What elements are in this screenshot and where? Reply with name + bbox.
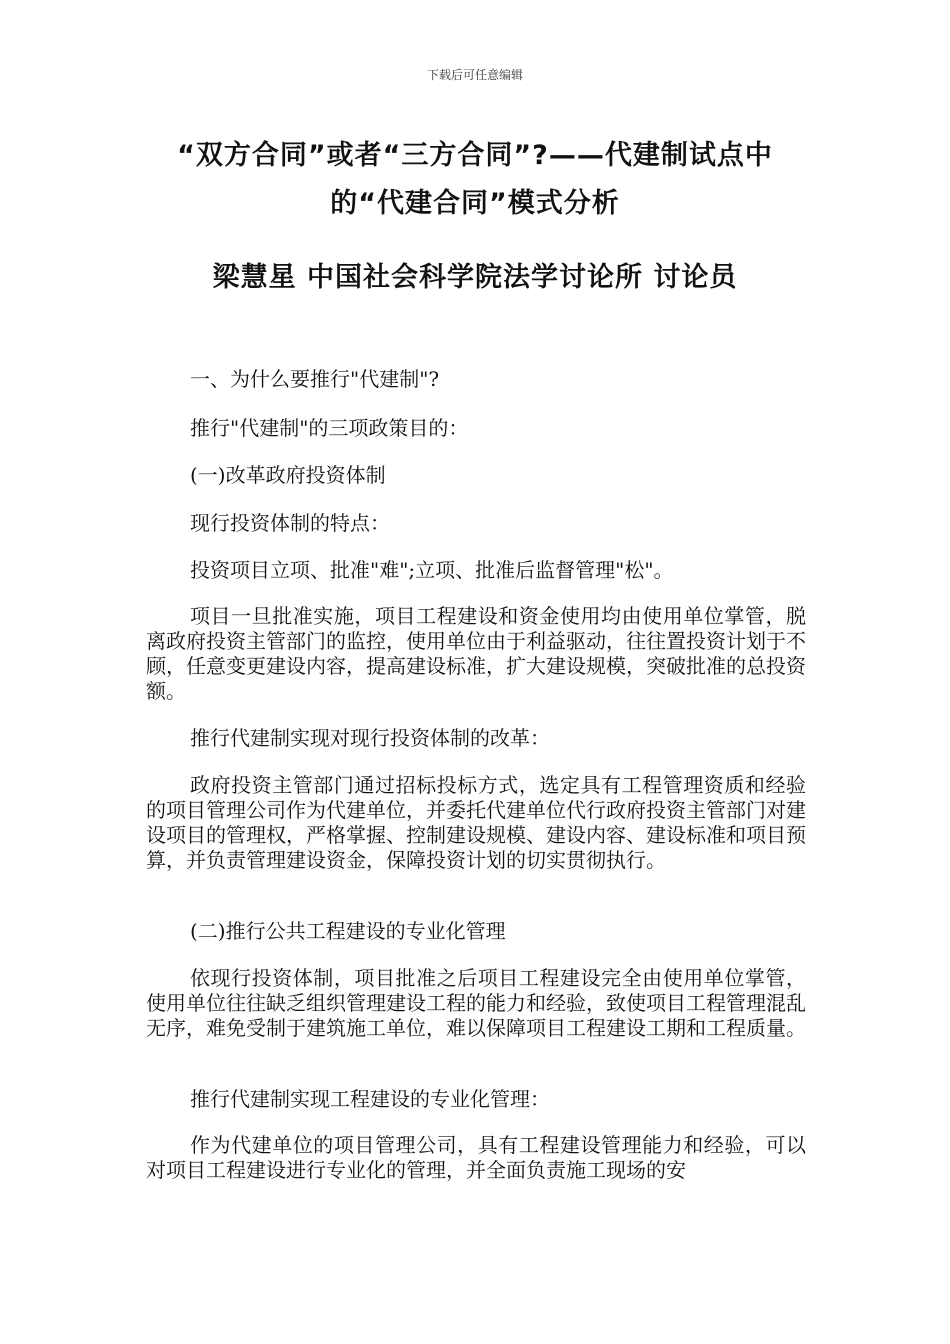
author-line: 梁慧星 中国社会科学院法学讨论所 讨论员 [212, 262, 738, 293]
document-title-line-2: 的“代建合同”模式分析 [330, 188, 620, 219]
paragraph: 项目一旦批准实施，项目工程建设和资金使用均由使用单位掌管，脱离政府投资主管部门的监控，使用单位由于利益驱动，往往置投资计划于不顾，任意变更建设内容，提高建设标准，扩大建设规模，突破批准的总投资额。 [146, 604, 806, 703]
paragraph: 作为代建单位的项目管理公司，具有工程建设管理能力和经验，可以对项目工程建设进行专业化的管理，并全面负责施工现场的安 [146, 1133, 806, 1182]
document-title-line-1: “双方合同”或者“三方合同”?——代建制试点中 [177, 140, 773, 171]
paragraph: 现行投资体制的特点： [190, 511, 390, 535]
paragraph: 推行代建制实现对现行投资体制的改革： [190, 726, 550, 750]
paragraph: 政府投资主管部门通过招标投标方式，选定具有工程管理资质和经验的项目管理公司作为代建单位，并委托代建单位代行政府投资主管部门对建设项目的管理权，严格掌握、控制建设规模、建设内容、建设标准和项目预算，并负责管理建设资金，保障投资计划的切实贯彻执行。 [146, 773, 806, 872]
paragraph: 推行代建制实现工程建设的专业化管理： [190, 1087, 550, 1111]
paragraph: 依现行投资体制，项目批准之后项目工程建设完全由使用单位掌管，使用单位往往缺乏组织管理建设工程的能力和经验，致使项目工程管理混乱无序，难免受制于建筑施工单位，难以保障项目工程建设工期和工程质量。 [146, 966, 806, 1040]
header-note: 下载后可任意编辑 [426, 68, 523, 82]
subsection-heading-1: (一)改革政府投资体制 [190, 463, 386, 487]
section-heading-1: 一、为什么要推行"代建制"? [190, 367, 440, 391]
paragraph: 投资项目立项、批准"难";立项、批准后监督管理"松"。 [190, 558, 674, 582]
paragraph: 推行"代建制"的三项政策目的： [190, 416, 469, 440]
subsection-heading-2: (二)推行公共工程建设的专业化管理 [190, 919, 506, 943]
